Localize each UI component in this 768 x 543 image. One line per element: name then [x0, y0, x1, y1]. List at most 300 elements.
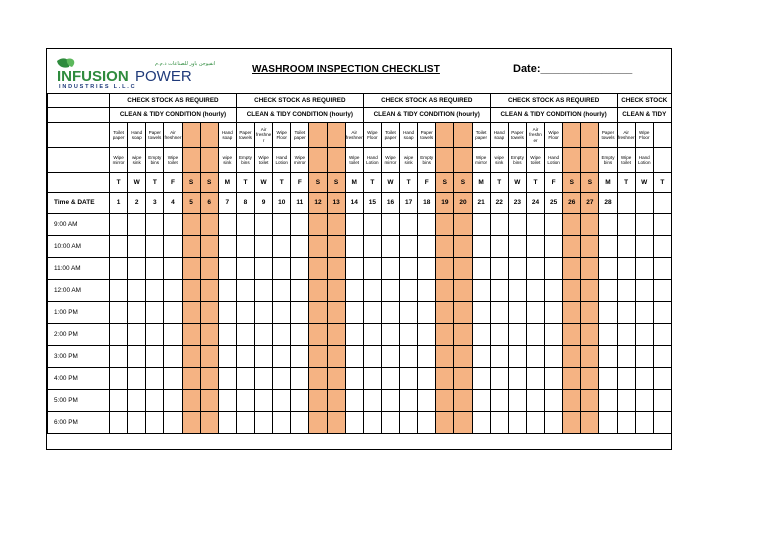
check-cell[interactable]	[581, 258, 599, 280]
check-cell[interactable]	[472, 258, 490, 280]
check-cell[interactable]	[472, 214, 490, 236]
check-cell[interactable]	[146, 368, 164, 390]
check-cell[interactable]	[581, 390, 599, 412]
check-cell[interactable]	[526, 412, 544, 434]
check-cell[interactable]	[309, 412, 327, 434]
check-cell[interactable]	[273, 412, 291, 434]
check-cell[interactable]	[291, 236, 309, 258]
check-cell[interactable]	[236, 280, 254, 302]
check-cell[interactable]	[472, 236, 490, 258]
check-cell[interactable]	[218, 214, 236, 236]
check-cell[interactable]	[128, 302, 146, 324]
check-cell[interactable]	[255, 302, 273, 324]
check-cell[interactable]	[345, 214, 363, 236]
check-cell[interactable]	[436, 346, 454, 368]
check-cell[interactable]	[617, 346, 635, 368]
check-cell[interactable]	[508, 324, 526, 346]
check-cell[interactable]	[490, 302, 508, 324]
check-cell[interactable]	[526, 280, 544, 302]
check-cell[interactable]	[218, 346, 236, 368]
check-cell[interactable]	[128, 236, 146, 258]
check-cell[interactable]	[526, 324, 544, 346]
check-cell[interactable]	[526, 390, 544, 412]
check-cell[interactable]	[526, 214, 544, 236]
check-cell[interactable]	[617, 214, 635, 236]
check-cell[interactable]	[418, 390, 436, 412]
check-cell[interactable]	[545, 346, 563, 368]
check-cell[interactable]	[635, 390, 653, 412]
check-cell[interactable]	[526, 236, 544, 258]
check-cell[interactable]	[581, 214, 599, 236]
check-cell[interactable]	[218, 324, 236, 346]
check-cell[interactable]	[273, 302, 291, 324]
check-cell[interactable]	[635, 368, 653, 390]
check-cell[interactable]	[545, 368, 563, 390]
check-cell[interactable]	[110, 324, 128, 346]
check-cell[interactable]	[327, 412, 345, 434]
check-cell[interactable]	[563, 368, 581, 390]
check-cell[interactable]	[508, 236, 526, 258]
check-cell[interactable]	[309, 214, 327, 236]
check-cell[interactable]	[508, 214, 526, 236]
check-cell[interactable]	[110, 368, 128, 390]
check-cell[interactable]	[128, 214, 146, 236]
check-cell[interactable]	[363, 368, 381, 390]
check-cell[interactable]	[128, 390, 146, 412]
check-cell[interactable]	[617, 390, 635, 412]
check-cell[interactable]	[327, 324, 345, 346]
check-cell[interactable]	[291, 390, 309, 412]
check-cell[interactable]	[653, 302, 671, 324]
check-cell[interactable]	[381, 368, 399, 390]
check-cell[interactable]	[381, 346, 399, 368]
check-cell[interactable]	[635, 324, 653, 346]
check-cell[interactable]	[291, 368, 309, 390]
check-cell[interactable]	[490, 412, 508, 434]
check-cell[interactable]	[508, 390, 526, 412]
check-cell[interactable]	[563, 346, 581, 368]
check-cell[interactable]	[128, 368, 146, 390]
check-cell[interactable]	[128, 346, 146, 368]
check-cell[interactable]	[472, 302, 490, 324]
check-cell[interactable]	[146, 324, 164, 346]
check-cell[interactable]	[327, 368, 345, 390]
check-cell[interactable]	[327, 214, 345, 236]
check-cell[interactable]	[545, 258, 563, 280]
check-cell[interactable]	[545, 302, 563, 324]
check-cell[interactable]	[345, 412, 363, 434]
check-cell[interactable]	[581, 324, 599, 346]
check-cell[interactable]	[255, 214, 273, 236]
check-cell[interactable]	[653, 236, 671, 258]
check-cell[interactable]	[345, 280, 363, 302]
check-cell[interactable]	[345, 324, 363, 346]
check-cell[interactable]	[653, 214, 671, 236]
check-cell[interactable]	[617, 258, 635, 280]
check-cell[interactable]	[363, 390, 381, 412]
check-cell[interactable]	[273, 368, 291, 390]
check-cell[interactable]	[345, 236, 363, 258]
check-cell[interactable]	[182, 368, 200, 390]
check-cell[interactable]	[200, 302, 218, 324]
check-cell[interactable]	[545, 280, 563, 302]
check-cell[interactable]	[454, 236, 472, 258]
check-cell[interactable]	[291, 324, 309, 346]
check-cell[interactable]	[454, 258, 472, 280]
check-cell[interactable]	[218, 236, 236, 258]
check-cell[interactable]	[563, 214, 581, 236]
check-cell[interactable]	[599, 214, 617, 236]
check-cell[interactable]	[128, 324, 146, 346]
check-cell[interactable]	[400, 324, 418, 346]
check-cell[interactable]	[273, 258, 291, 280]
check-cell[interactable]	[472, 346, 490, 368]
check-cell[interactable]	[526, 302, 544, 324]
check-cell[interactable]	[599, 412, 617, 434]
check-cell[interactable]	[563, 280, 581, 302]
check-cell[interactable]	[653, 368, 671, 390]
check-cell[interactable]	[363, 346, 381, 368]
check-cell[interactable]	[617, 412, 635, 434]
check-cell[interactable]	[363, 258, 381, 280]
check-cell[interactable]	[110, 346, 128, 368]
check-cell[interactable]	[291, 302, 309, 324]
check-cell[interactable]	[218, 412, 236, 434]
check-cell[interactable]	[146, 258, 164, 280]
check-cell[interactable]	[599, 346, 617, 368]
check-cell[interactable]	[200, 214, 218, 236]
check-cell[interactable]	[472, 368, 490, 390]
check-cell[interactable]	[327, 346, 345, 368]
check-cell[interactable]	[110, 258, 128, 280]
check-cell[interactable]	[273, 324, 291, 346]
check-cell[interactable]	[508, 412, 526, 434]
check-cell[interactable]	[418, 236, 436, 258]
check-cell[interactable]	[490, 280, 508, 302]
check-cell[interactable]	[273, 236, 291, 258]
check-cell[interactable]	[110, 412, 128, 434]
check-cell[interactable]	[327, 280, 345, 302]
check-cell[interactable]	[454, 390, 472, 412]
check-cell[interactable]	[363, 280, 381, 302]
check-cell[interactable]	[454, 302, 472, 324]
check-cell[interactable]	[381, 258, 399, 280]
check-cell[interactable]	[182, 236, 200, 258]
check-cell[interactable]	[381, 390, 399, 412]
check-cell[interactable]	[218, 280, 236, 302]
check-cell[interactable]	[110, 302, 128, 324]
check-cell[interactable]	[200, 368, 218, 390]
check-cell[interactable]	[617, 368, 635, 390]
check-cell[interactable]	[653, 258, 671, 280]
check-cell[interactable]	[291, 258, 309, 280]
check-cell[interactable]	[418, 368, 436, 390]
check-cell[interactable]	[454, 214, 472, 236]
check-cell[interactable]	[581, 302, 599, 324]
check-cell[interactable]	[327, 258, 345, 280]
check-cell[interactable]	[200, 346, 218, 368]
check-cell[interactable]	[599, 258, 617, 280]
check-cell[interactable]	[146, 412, 164, 434]
check-cell[interactable]	[146, 390, 164, 412]
check-cell[interactable]	[472, 280, 490, 302]
check-cell[interactable]	[309, 346, 327, 368]
check-cell[interactable]	[508, 280, 526, 302]
check-cell[interactable]	[581, 236, 599, 258]
check-cell[interactable]	[327, 302, 345, 324]
check-cell[interactable]	[653, 390, 671, 412]
check-cell[interactable]	[381, 214, 399, 236]
check-cell[interactable]	[400, 302, 418, 324]
check-cell[interactable]	[146, 214, 164, 236]
check-cell[interactable]	[635, 302, 653, 324]
check-cell[interactable]	[200, 390, 218, 412]
check-cell[interactable]	[635, 214, 653, 236]
check-cell[interactable]	[291, 280, 309, 302]
check-cell[interactable]	[128, 412, 146, 434]
check-cell[interactable]	[309, 236, 327, 258]
check-cell[interactable]	[400, 214, 418, 236]
check-cell[interactable]	[418, 280, 436, 302]
check-cell[interactable]	[400, 368, 418, 390]
check-cell[interactable]	[309, 258, 327, 280]
check-cell[interactable]	[255, 280, 273, 302]
check-cell[interactable]	[563, 412, 581, 434]
check-cell[interactable]	[653, 412, 671, 434]
check-cell[interactable]	[418, 412, 436, 434]
check-cell[interactable]	[635, 412, 653, 434]
check-cell[interactable]	[164, 412, 182, 434]
check-cell[interactable]	[599, 390, 617, 412]
check-cell[interactable]	[436, 368, 454, 390]
check-cell[interactable]	[563, 258, 581, 280]
check-cell[interactable]	[146, 346, 164, 368]
check-cell[interactable]	[454, 368, 472, 390]
check-cell[interactable]	[617, 280, 635, 302]
check-cell[interactable]	[381, 302, 399, 324]
check-cell[interactable]	[236, 236, 254, 258]
check-cell[interactable]	[545, 324, 563, 346]
check-cell[interactable]	[200, 258, 218, 280]
check-cell[interactable]	[635, 346, 653, 368]
check-cell[interactable]	[418, 324, 436, 346]
check-cell[interactable]	[363, 236, 381, 258]
check-cell[interactable]	[363, 412, 381, 434]
check-cell[interactable]	[363, 324, 381, 346]
check-cell[interactable]	[436, 302, 454, 324]
check-cell[interactable]	[472, 412, 490, 434]
check-cell[interactable]	[291, 412, 309, 434]
check-cell[interactable]	[581, 368, 599, 390]
check-cell[interactable]	[182, 324, 200, 346]
check-cell[interactable]	[508, 302, 526, 324]
check-cell[interactable]	[653, 324, 671, 346]
check-cell[interactable]	[508, 258, 526, 280]
check-cell[interactable]	[617, 302, 635, 324]
check-cell[interactable]	[327, 390, 345, 412]
check-cell[interactable]	[418, 214, 436, 236]
check-cell[interactable]	[146, 236, 164, 258]
check-cell[interactable]	[182, 214, 200, 236]
check-cell[interactable]	[345, 258, 363, 280]
check-cell[interactable]	[363, 214, 381, 236]
check-cell[interactable]	[255, 236, 273, 258]
check-cell[interactable]	[345, 368, 363, 390]
check-cell[interactable]	[381, 280, 399, 302]
check-cell[interactable]	[291, 214, 309, 236]
check-cell[interactable]	[454, 412, 472, 434]
check-cell[interactable]	[563, 302, 581, 324]
check-cell[interactable]	[436, 412, 454, 434]
check-cell[interactable]	[400, 236, 418, 258]
check-cell[interactable]	[182, 258, 200, 280]
check-cell[interactable]	[400, 280, 418, 302]
check-cell[interactable]	[599, 302, 617, 324]
check-cell[interactable]	[653, 280, 671, 302]
date-field[interactable]: Date:_______________	[513, 63, 633, 75]
check-cell[interactable]	[164, 390, 182, 412]
check-cell[interactable]	[255, 324, 273, 346]
check-cell[interactable]	[545, 412, 563, 434]
check-cell[interactable]	[563, 390, 581, 412]
check-cell[interactable]	[255, 346, 273, 368]
check-cell[interactable]	[526, 258, 544, 280]
check-cell[interactable]	[472, 324, 490, 346]
check-cell[interactable]	[164, 280, 182, 302]
check-cell[interactable]	[345, 346, 363, 368]
check-cell[interactable]	[128, 280, 146, 302]
check-cell[interactable]	[545, 390, 563, 412]
check-cell[interactable]	[309, 280, 327, 302]
check-cell[interactable]	[110, 214, 128, 236]
check-cell[interactable]	[599, 368, 617, 390]
check-cell[interactable]	[255, 368, 273, 390]
check-cell[interactable]	[653, 346, 671, 368]
check-cell[interactable]	[164, 236, 182, 258]
check-cell[interactable]	[200, 324, 218, 346]
check-cell[interactable]	[400, 412, 418, 434]
check-cell[interactable]	[563, 236, 581, 258]
check-cell[interactable]	[436, 214, 454, 236]
check-cell[interactable]	[490, 236, 508, 258]
check-cell[interactable]	[273, 280, 291, 302]
check-cell[interactable]	[400, 390, 418, 412]
check-cell[interactable]	[526, 368, 544, 390]
check-cell[interactable]	[128, 258, 146, 280]
check-cell[interactable]	[164, 302, 182, 324]
check-cell[interactable]	[345, 302, 363, 324]
check-cell[interactable]	[545, 236, 563, 258]
check-cell[interactable]	[581, 280, 599, 302]
check-cell[interactable]	[454, 346, 472, 368]
check-cell[interactable]	[454, 324, 472, 346]
check-cell[interactable]	[273, 390, 291, 412]
check-cell[interactable]	[200, 236, 218, 258]
check-cell[interactable]	[345, 390, 363, 412]
check-cell[interactable]	[236, 368, 254, 390]
check-cell[interactable]	[418, 258, 436, 280]
check-cell[interactable]	[635, 258, 653, 280]
check-cell[interactable]	[617, 324, 635, 346]
check-cell[interactable]	[490, 390, 508, 412]
check-cell[interactable]	[490, 258, 508, 280]
check-cell[interactable]	[363, 302, 381, 324]
check-cell[interactable]	[418, 346, 436, 368]
check-cell[interactable]	[490, 324, 508, 346]
check-cell[interactable]	[236, 346, 254, 368]
check-cell[interactable]	[273, 346, 291, 368]
check-cell[interactable]	[309, 368, 327, 390]
check-cell[interactable]	[218, 302, 236, 324]
check-cell[interactable]	[545, 214, 563, 236]
check-cell[interactable]	[110, 236, 128, 258]
check-cell[interactable]	[218, 368, 236, 390]
check-cell[interactable]	[164, 346, 182, 368]
check-cell[interactable]	[436, 236, 454, 258]
check-cell[interactable]	[635, 236, 653, 258]
check-cell[interactable]	[436, 258, 454, 280]
check-cell[interactable]	[381, 236, 399, 258]
check-cell[interactable]	[472, 390, 490, 412]
check-cell[interactable]	[599, 236, 617, 258]
check-cell[interactable]	[400, 346, 418, 368]
check-cell[interactable]	[236, 324, 254, 346]
check-cell[interactable]	[508, 368, 526, 390]
check-cell[interactable]	[236, 412, 254, 434]
check-cell[interactable]	[490, 346, 508, 368]
check-cell[interactable]	[182, 302, 200, 324]
check-cell[interactable]	[218, 258, 236, 280]
check-cell[interactable]	[110, 390, 128, 412]
check-cell[interactable]	[581, 412, 599, 434]
check-cell[interactable]	[146, 302, 164, 324]
check-cell[interactable]	[436, 390, 454, 412]
check-cell[interactable]	[563, 324, 581, 346]
check-cell[interactable]	[200, 280, 218, 302]
check-cell[interactable]	[436, 324, 454, 346]
check-cell[interactable]	[255, 412, 273, 434]
check-cell[interactable]	[182, 390, 200, 412]
check-cell[interactable]	[182, 346, 200, 368]
check-cell[interactable]	[236, 390, 254, 412]
check-cell[interactable]	[508, 346, 526, 368]
check-cell[interactable]	[273, 214, 291, 236]
check-cell[interactable]	[164, 214, 182, 236]
check-cell[interactable]	[236, 214, 254, 236]
check-cell[interactable]	[236, 302, 254, 324]
check-cell[interactable]	[291, 346, 309, 368]
check-cell[interactable]	[400, 258, 418, 280]
check-cell[interactable]	[182, 412, 200, 434]
check-cell[interactable]	[581, 346, 599, 368]
check-cell[interactable]	[255, 258, 273, 280]
check-cell[interactable]	[436, 280, 454, 302]
check-cell[interactable]	[526, 346, 544, 368]
check-cell[interactable]	[490, 214, 508, 236]
check-cell[interactable]	[635, 280, 653, 302]
check-cell[interactable]	[599, 280, 617, 302]
check-cell[interactable]	[418, 302, 436, 324]
check-cell[interactable]	[218, 390, 236, 412]
check-cell[interactable]	[381, 324, 399, 346]
check-cell[interactable]	[309, 390, 327, 412]
check-cell[interactable]	[381, 412, 399, 434]
check-cell[interactable]	[490, 368, 508, 390]
check-cell[interactable]	[182, 280, 200, 302]
check-cell[interactable]	[327, 236, 345, 258]
check-cell[interactable]	[599, 324, 617, 346]
check-cell[interactable]	[164, 324, 182, 346]
